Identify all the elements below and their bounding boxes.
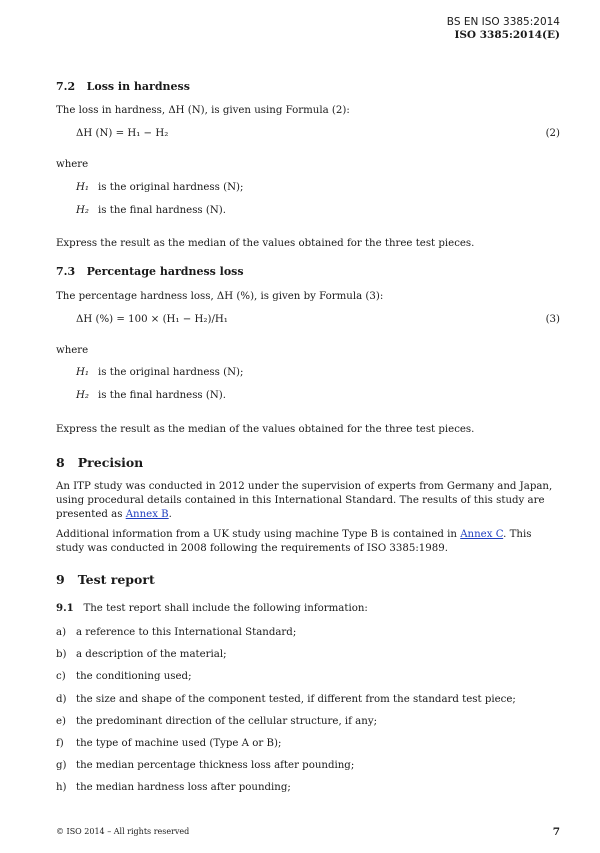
section-7-2-heading — [56, 80, 190, 95]
section-9-heading — [56, 572, 155, 589]
list-item — [56, 670, 192, 684]
footer-copyright: © ISO 2014 – All rights reserved — [56, 827, 190, 836]
clause-9-1 — [56, 602, 368, 616]
list-item — [56, 715, 377, 729]
where-label: where — [56, 345, 89, 356]
formula-3-number: (3) — [545, 314, 560, 325]
formula-2-number: (2) — [545, 128, 560, 139]
symbol: H₁ — [76, 182, 89, 193]
definition-h1 — [76, 366, 243, 380]
section-7-2-note: Express the result as the median of the values obtained for the three test pieces. — [56, 238, 475, 249]
list-text: a description of the material; — [76, 649, 227, 660]
section-title: Precision — [77, 455, 144, 470]
section-title: Test report — [77, 572, 155, 587]
definition-text: is the original hardness (N); — [98, 367, 244, 378]
list-letter: f) — [56, 738, 64, 749]
definition-h2 — [76, 389, 226, 403]
list-item — [56, 693, 516, 707]
paragraph-text: Additional information from a UK study using machine Type B is contained in — [56, 529, 457, 540]
list-text: the type of machine used (Type A or B); — [76, 738, 282, 749]
formula-3: ΔH (%) = 100 × (H₁ − H₂)/H₁ — [76, 314, 228, 325]
list-text: the size and shape of the component tested, if different from the standard test piece; — [76, 694, 516, 705]
header-standard-number: BS EN ISO 3385:2014 — [446, 16, 560, 28]
section-7-3-heading — [56, 265, 244, 280]
symbol: H₂ — [76, 205, 89, 216]
section-8-heading — [56, 455, 143, 472]
list-letter: a) — [56, 627, 67, 638]
section-7-3-intro: The percentage hardness loss, ΔH (%), is given by Formula (3): — [56, 291, 384, 302]
list-letter: b) — [56, 649, 67, 660]
list-text: a reference to this International Standard; — [76, 627, 297, 638]
list-item — [56, 781, 291, 795]
definition-text: is the original hardness (N); — [98, 182, 244, 193]
definition-h1 — [76, 181, 243, 195]
section-title: Loss in hardness — [86, 80, 190, 93]
section-number: 7.2 — [56, 80, 76, 93]
paragraph-end: . — [168, 508, 172, 520]
definition-text: is the final hardness (N). — [98, 390, 226, 401]
where-label: where — [56, 159, 89, 170]
section-7-3-note: Express the result as the median of the values obtained for the three test pieces. — [56, 424, 475, 435]
paragraph-text: . This study was conducted in 2008 following the requirements of ISO 3385:1989. — [56, 529, 532, 554]
symbol: H₂ — [76, 390, 89, 401]
formula-2: ΔH (N) = H₁ − H₂ — [76, 128, 169, 139]
header-iso-number: ISO 3385:2014(E) — [454, 29, 560, 41]
clause-text: The test report shall include the following information: — [83, 603, 368, 614]
annex-b-link[interactable]: Annex B — [125, 508, 169, 520]
list-letter: c) — [56, 671, 66, 682]
page-number: 7 — [552, 826, 560, 838]
section-number: 7.3 — [56, 265, 76, 278]
list-item — [56, 648, 227, 662]
list-letter: g) — [56, 760, 67, 771]
section-7-2-intro: The loss in hardness, ΔH (N), is given using Formula (2): — [56, 105, 350, 116]
list-text: the conditioning used; — [76, 671, 192, 682]
list-item — [56, 626, 296, 640]
clause-number: 9.1 — [56, 602, 74, 614]
precision-paragraph-2 — [56, 528, 562, 556]
list-letter: d) — [56, 694, 67, 705]
symbol: H₁ — [76, 367, 89, 378]
definition-text: is the final hardness (N). — [98, 205, 226, 216]
precision-paragraph-1 — [56, 480, 562, 521]
list-letter: h) — [56, 782, 67, 793]
section-number: 9 — [56, 572, 65, 587]
definition-h2 — [76, 204, 226, 218]
list-text: the predominant direction of the cellular structure, if any; — [76, 716, 378, 727]
section-title: Percentage hardness loss — [86, 265, 244, 278]
list-item — [56, 759, 354, 773]
annex-c-link[interactable]: Annex C — [460, 529, 504, 540]
paragraph-text: An ITP study was conducted in 2012 under the supervision of experts from Germany and Japan, using procedural details contained in this International Standard. The results of this study are presented as — [56, 481, 553, 520]
list-letter: e) — [56, 716, 67, 727]
section-number: 8 — [56, 455, 65, 470]
list-text: the median hardness loss after pounding; — [76, 782, 291, 793]
list-item — [56, 737, 281, 751]
list-text: the median percentage thickness loss after pounding; — [76, 760, 355, 771]
